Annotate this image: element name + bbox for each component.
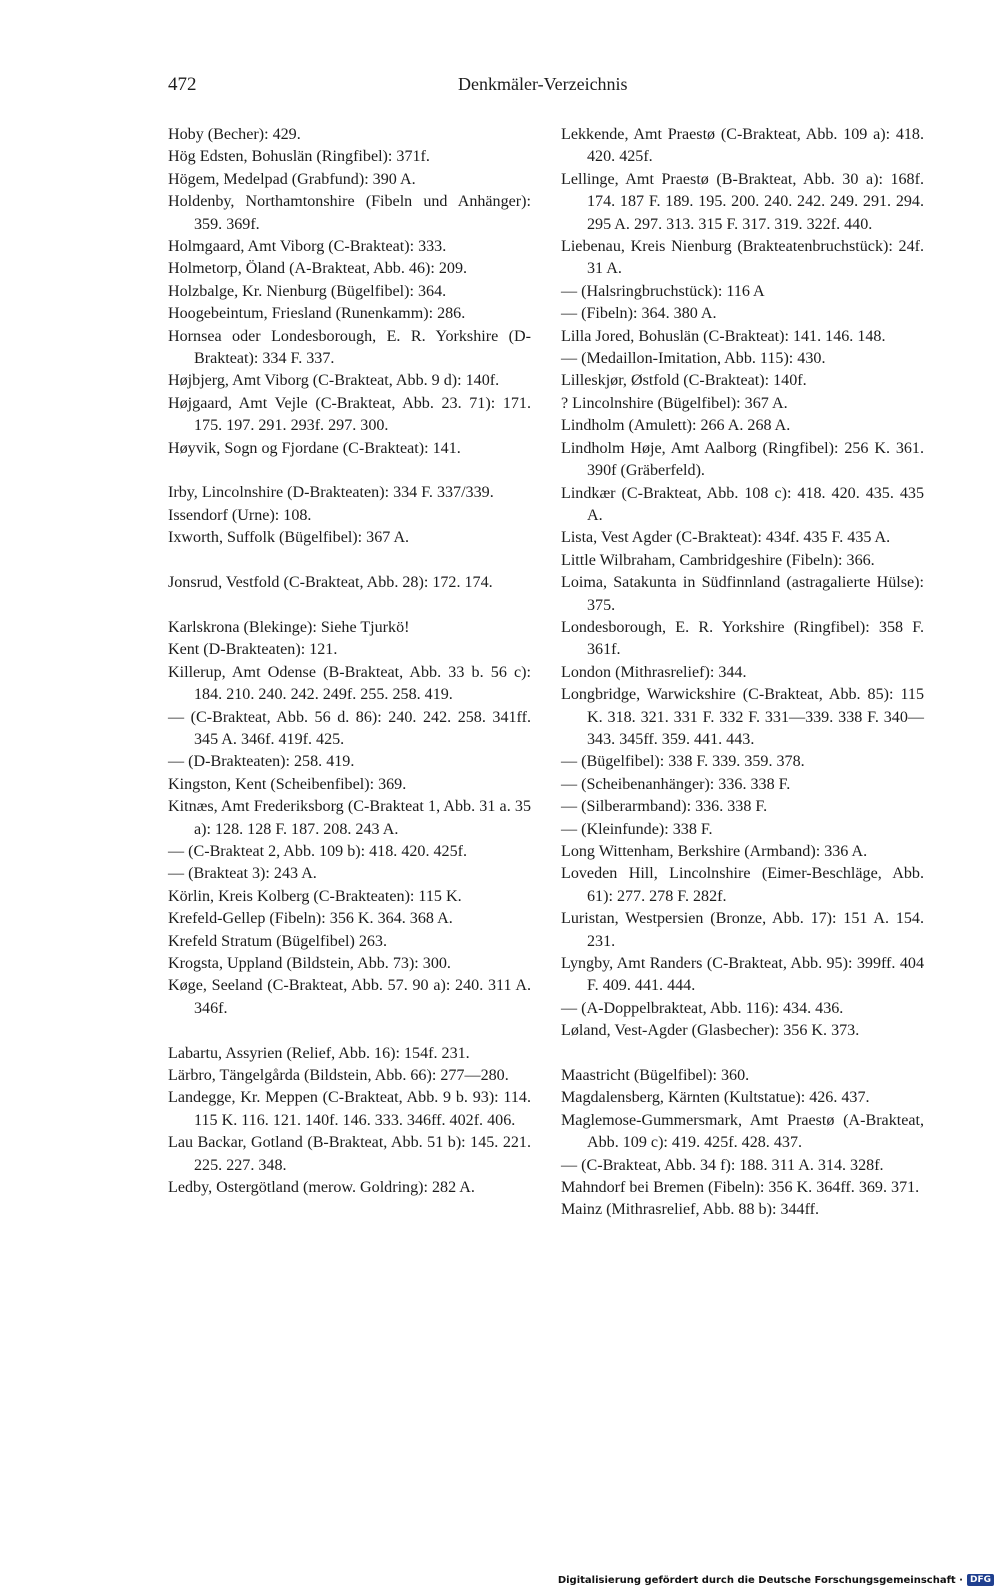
dfg-logo: DFG [967,1574,994,1586]
index-entry: Lärbro, Tängelgårda (Bildstein, Abb. 66): 277—280. [168,1067,509,1084]
index-entry: Mainz (Mithrasrelief, Abb. 88 b): 344ff. [561,1201,820,1219]
index-entry: — (Medaillon-Imitation, Abb. 115): 430. [561,350,826,368]
index-entry: Landegge, Kr. Meppen (C-Brakteat, Abb. 9 b. 93): 114. 115 K. 116. 121. 140f. 146. 333. 346ff. 402f. 406. [168,1089,531,1129]
index-entry: — (C-Brakteat, Abb. 34 f): 188. 311 A. 314. 328f. [561,1156,884,1174]
index-column-left [168,124,531,1199]
index-entry: Holmetorp, Öland (A-Brakteat, Abb. 46): 209. [168,260,468,278]
index-entry: London (Mithrasrelief): 344. [561,663,747,681]
index-entry: Magdalensberg, Kärnten (Kultstatue): 426. 437. [561,1089,870,1107]
index-entry: Lau Backar, Gotland (B-Brakteat, Abb. 51 b): 145. 221. 225. 227. 348. [168,1134,531,1174]
index-entry: — (Bügelfibel): 338 F. 339. 359. 378. [561,753,805,771]
index-entry: Lindkær (C-Brakteat, Abb. 108 c): 418. 420. 435. 435 A. [561,484,924,524]
index-entry: Lista, Vest Agder (C-Brakteat): 434f. 435 F. 435 A. [561,529,891,547]
index-entry: Luristan, Westpersien (Bronze, Abb. 17): 151 A. 154. 231. [561,910,924,950]
index-entry: Ixworth, Suffolk (Bügelfibel): 367 A. [168,529,410,547]
index-entry: Ledby, Ostergötland (merow. Goldring): 282 A. [168,1179,475,1197]
index-entry: Holdenby, Northamtonshire (Fibeln und Anhänger): 359. 369f. [168,193,531,233]
index-entry: Longbridge, Warwickshire (C-Brakteat, Abb. 85): 115 K. 318. 321. 331 F. 332 F. 331—339. 338 F. 340—343. 345ff. 359. 441. 443. [561,686,924,748]
section-gap [168,1020,531,1042]
index-entry: Høyvik, Sogn og Fjordane (C-Brakteat): 141. [168,439,461,457]
index-entry: Londesborough, E. R. Yorkshire (Ringfibel): 358 F. 361f. [561,618,924,659]
index-entry: Krefeld Stratum (Bügelfibel) 263. [168,932,387,950]
index-entry: — (Brakteat 3): 243 A. [168,865,317,883]
index-entry: Loveden Hill, Lincolnshire (Eimer-Beschläge, Abb. 61): 277. 278 F. 282f. [561,865,924,905]
index-entry: ? Lincolnshire (Bügelfibel): 367 A. [561,394,788,412]
running-title: Denkmäler-Verzeichnis [458,74,628,94]
index-entry: Irby, Lincolnshire (D-Brakteaten): 334 F. 337/339. [168,484,494,502]
index-entry: Lindholm Høje, Amt Aalborg (Ringfibel): 256 K. 361. 390f (Gräberfeld). [561,439,924,480]
index-entry: Holzbalge, Kr. Nienburg (Bügelfibel): 364. [168,282,447,300]
index-entry: Køge, Seeland (C-Brakteat, Abb. 57. 90 a): 240. 311 A. 346f. [168,977,531,1017]
footer-text: Digitalisierung gefördert durch die Deutsche Forschungsgemeinschaft · [557,1574,963,1586]
index-entry: Højbjerg, Amt Viborg (C-Brakteat, Abb. 9 d): 140f. [168,372,500,390]
index-entry: Karlskrona (Blekinge): Siehe Tjurkö! [168,618,410,636]
index-entry: Liebenau, Kreis Nienburg (Brakteatenbruchstück): 24f. 31 A. [561,238,924,278]
index-entry: Loima, Satakunta in Südfinnland (astragalierte Hülse): 375. [561,574,924,614]
index-column-right [561,124,924,1222]
index-entry: Krefeld-Gellep (Fibeln): 356 K. 364. 368 A. [168,910,453,928]
section-gap [168,460,531,482]
index-entry: Labartu, Assyrien (Relief, Abb. 16): 154f. 231. [168,1044,470,1062]
index-entry: Hoogebeintum, Friesland (Runenkamm): 286. [168,305,466,323]
index-entry: — (Kleinfunde): 338 F. [561,820,713,838]
index-entry: Løland, Vest-Agder (Glasbecher): 356 K. 373. [561,1022,860,1040]
index-entry: — (Scheibenanhänger): 336. 338 F. [561,775,791,793]
funding-footer [558,1570,994,1590]
index-entry: Jonsrud, Vestfold (C-Brakteat, Abb. 28): 172. 174. [168,574,493,592]
index-entry: Lilleskjør, Østfold (C-Brakteat): 140f. [561,372,807,390]
index-entry: Kitnæs, Amt Frederiksborg (C-Brakteat 1, Abb. 31 a. 35 a): 128. 128 F. 187. 208. 243 A. [168,798,531,838]
index-entry: Kingston, Kent (Scheibenfibel): 369. [168,775,407,793]
section-gap [168,595,531,617]
index-entry: Lilla Jored, Bohuslän (C-Brakteat): 141. 146. 148. [561,327,886,345]
index-entry: Körlin, Kreis Kolberg (C-Brakteaten): 115 K. [168,887,462,905]
index-entry: — (A-Doppelbrakteat, Abb. 116): 434. 436. [561,999,844,1017]
index-entry: — (Fibeln): 364. 380 A. [561,305,717,323]
index-entry: Kent (D-Brakteaten): 121. [168,641,338,659]
index-entry: Killerup, Amt Odense (B-Brakteat, Abb. 33 b. 56 c): 184. 210. 240. 242. 249f. 255. 258. 419. [168,663,531,704]
index-entry: Krogsta, Uppland (Bildstein, Abb. 73): 300. [168,954,451,972]
index-entry: Lellinge, Amt Praestø (B-Brakteat, Abb. 30 a): 168f. 174. 187 F. 189. 195. 200. 240. 242. 249. 291. 294. 295 A. 297. 313. 315 F. 317. 319. 322f. 440. [561,170,924,233]
index-entry: Hoby (Becher): 429. [168,126,301,143]
index-entry: — (Silberarmband): 336. 338 F. [561,798,768,816]
index-entry: — (C-Brakteat, Abb. 56 d. 86): 240. 242. 258. 341ff. 345 A. 346f. 419f. 425. [168,708,531,748]
index-entry: Holmgaard, Amt Viborg (C-Brakteat): 333. [168,238,447,256]
index-entry: Issendorf (Urne): 108. [168,506,312,524]
section-gap [561,1043,924,1065]
index-entry: Maastricht (Bügelfibel): 360. [561,1067,750,1085]
index-entry: Højgaard, Amt Vejle (C-Brakteat, Abb. 23. 71): 171. 175. 197. 291. 293f. 297. 300. [168,394,531,435]
page-number: 472 [168,74,197,95]
index-entry: Hög Edsten, Bohuslän (Ringfibel): 371f. [168,148,430,166]
index-entry: Long Wittenham, Berkshire (Armband): 336 A. [561,843,868,860]
index-entry: Mahndorf bei Bremen (Fibeln): 356 K. 364ff. 369. 371. [561,1179,920,1197]
index-entry: Lekkende, Amt Praestø (C-Brakteat, Abb. 109 a): 418. 420. 425f. [561,126,924,166]
index-entry: Lyngby, Amt Randers (C-Brakteat, Abb. 95): 399ff. 404 F. 409. 441. 444. [561,955,924,995]
index-entry: Maglemose-Gummersmark, Amt Praestø (A-Brakteat, Abb. 109 c): 419. 425f. 428. 437. [561,1111,924,1152]
index-entry: Hornsea oder Londesborough, E. R. Yorkshire (D-Brakteat): 334 F. 337. [168,327,531,368]
index-entry: — (C-Brakteat 2, Abb. 109 b): 418. 420. 425f. [168,842,468,860]
index-entry: — (D-Brakteaten): 258. 419. [168,753,355,771]
index-entry: — (Halsringbruchstück): 116 A [561,282,765,300]
index-entry: Högem, Medelpad (Grabfund): 390 A. [168,170,416,188]
page-header [168,74,635,102]
section-gap [168,550,531,572]
index-entry: Little Wilbraham, Cambridgeshire (Fibeln): 366. [561,551,875,569]
index-entry: Lindholm (Amulett): 266 A. 268 A. [561,417,791,435]
